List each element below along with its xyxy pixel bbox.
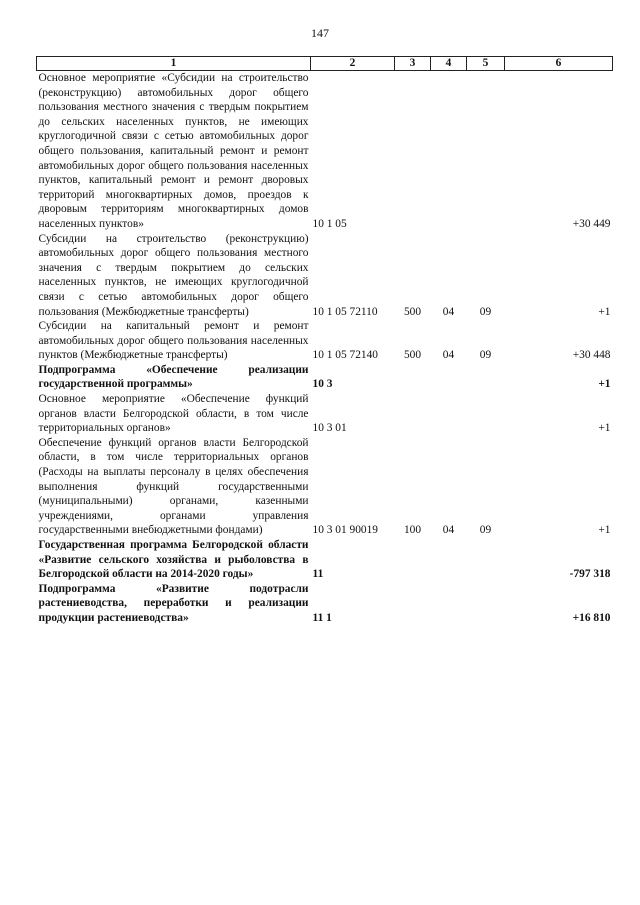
- row-name: Обеспечение функций органов власти Белгородской области, в том числе территориальных органов (Расходы на выплаты персоналу в целях обеспечения выполнения функций государственными (муниципальными) органами, казенными учреждениями, органами управления государственными внебюджетными фондами): [38, 436, 309, 537]
- row-name: Субсидии на строительство (реконструкцию) автомобильных дорог общего пользования местного значения с твердым покрытием до сельских населенных пунктов, не имеющих круглогодичной связи с сетью автомобильных дорог общего пользования (Межбюджетные трансферты): [38, 232, 309, 318]
- row-col-5: 09: [479, 349, 492, 362]
- budget-table: [36, 56, 613, 626]
- row-name: Основное мероприятие «Субсидии на строительство (реконструкцию) автомобильных дорог общего пользования местного значения с твердым покрытием до сельских населенных пунктов, не имеющих круглогодичной связи с сетью автомобильных дорог общего пользования, капитальный ремонт и ремонт автомобильных дорог общего пользования населенных пунктов, капитальный ремонт и ремонт дворовых территорий многоквартирных домов, проездов к дворовым территориям многоквартирных домов населенных пунктов»: [38, 72, 309, 230]
- row-col-3: [395, 71, 431, 232]
- row-col-4: 04: [442, 524, 455, 537]
- header-col-2: 2: [311, 57, 395, 71]
- row-col-3: 500: [403, 305, 422, 318]
- row-col-5: [467, 392, 505, 436]
- table-row: [37, 436, 613, 538]
- row-col-5: [467, 363, 505, 392]
- row-name: Государственная программа Белгородской области «Развитие сельского хозяйства и рыболовства в Белгородской области на 2014-2020 годы»: [38, 539, 309, 581]
- header-col-3: 3: [395, 57, 431, 71]
- row-col-3: 100: [403, 524, 422, 537]
- table-row: [37, 71, 613, 232]
- row-name: Основное мероприятие «Обеспечение функций органов власти Белгородской области, в том числе территориальных органов»: [38, 393, 309, 435]
- row-code: 11: [312, 568, 324, 581]
- table-row: [37, 232, 613, 320]
- header-col-4: 4: [431, 57, 467, 71]
- row-code: 10 3 01 90019: [312, 524, 378, 537]
- table-row: [37, 582, 613, 626]
- row-col-4: [431, 582, 467, 626]
- header-col-6: 6: [505, 57, 613, 71]
- table-row: [37, 538, 613, 582]
- row-col-4: [431, 392, 467, 436]
- table-row: [37, 319, 613, 363]
- row-col-5: [467, 538, 505, 582]
- row-col-4: [431, 363, 467, 392]
- row-col-3: [395, 363, 431, 392]
- row-code: 10 1 05 72140: [312, 349, 378, 362]
- row-code: 10 1 05 72110: [312, 305, 378, 318]
- row-col-3: [395, 392, 431, 436]
- row-amount: +1: [598, 524, 611, 537]
- row-amount: +16 810: [572, 611, 611, 624]
- row-amount: +1: [598, 378, 611, 391]
- row-col-4: 04: [442, 305, 455, 318]
- row-col-5: 09: [479, 305, 492, 318]
- header-col-1: 1: [37, 57, 311, 71]
- row-col-5: 09: [479, 524, 492, 537]
- row-col-4: 04: [442, 349, 455, 362]
- row-code: 11 1: [312, 611, 332, 624]
- row-col-5: [467, 582, 505, 626]
- row-col-4: [431, 71, 467, 232]
- row-name: Подпрограмма «Развитие подотрасли растениеводства, переработки и реализации продукции растениеводства»: [38, 582, 309, 624]
- row-code: 10 3 01: [312, 422, 347, 435]
- row-col-3: [395, 538, 431, 582]
- header-col-5: 5: [467, 57, 505, 71]
- row-col-5: [467, 71, 505, 232]
- row-col-4: [431, 538, 467, 582]
- row-amount: +1: [598, 422, 611, 435]
- table-row: [37, 392, 613, 436]
- page-number: 147: [311, 26, 329, 40]
- row-amount: +30 448: [572, 349, 611, 362]
- row-amount: +1: [598, 305, 611, 318]
- row-name: Субсидии на капитальный ремонт и ремонт автомобильных дорог общего пользования населенных пунктов (Межбюджетные трансферты): [38, 320, 309, 362]
- row-amount: -797 318: [569, 568, 611, 581]
- row-col-3: [395, 582, 431, 626]
- row-col-3: 500: [403, 349, 422, 362]
- row-name: Подпрограмма «Обеспечение реализации государственной программы»: [38, 363, 309, 391]
- table-row: [37, 363, 613, 392]
- row-code: 10 3: [312, 378, 333, 391]
- table-header-row: [37, 57, 613, 71]
- row-amount: +30 449: [572, 217, 611, 230]
- row-code: 10 1 05: [312, 217, 347, 230]
- table-body: [37, 71, 613, 626]
